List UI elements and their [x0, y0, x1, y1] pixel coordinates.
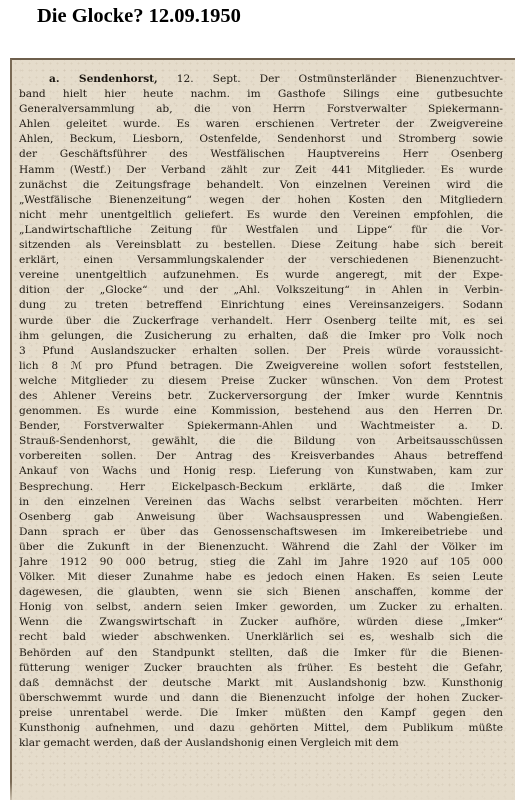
article-line: Bender, Forstverwalter Spiekermann-Ahlen und Wachtmeister a. D. [19, 420, 503, 433]
article-line: Völker. Mit dieser Zunahme habe es jedoch einen Haken. Es seien Leute [19, 571, 503, 584]
article-line: dagewesen, die glaubten, wenn sie sich Bienen anschaffen, komme der [19, 586, 503, 599]
article-line: der Geschäftsführer des Westfälischen Hauptvereins Herr Osenberg [19, 148, 503, 161]
article-line: nicht mehr unentgeltlich geliefert. Es wurde den Vereinen empfohlen, die [19, 208, 503, 221]
article-line: Hamm (Westf.) Der Verband zählt zur Zeit 441 Mitglieder. Es wurde [19, 163, 503, 176]
article-line: Wenn die Zwangswirtschaft in Zucker aufhöre, würden diese „Imker“ [19, 616, 503, 629]
article-line: klar gemacht werden, daß der Auslandshonig einen Vergleich mit dem [19, 737, 399, 750]
article-line: recht bald wieder abschwenken. Unerklärlich sei es, weshalb sich die [19, 631, 503, 644]
article-line: des Ahlener Vereins betr. Zuckerversorgung der Imker wurde Kenntnis [19, 389, 503, 402]
article-line: band hielt hier heute nachm. im Gasthofe Silings eine gutbesuchte [19, 88, 503, 101]
article-line: dung zu treten betreffend Einrichtung eines Vereinsanzeigers. Sodann [19, 299, 503, 312]
article-line: Der Ostmünsterländer Bienenzuchtver- [259, 73, 503, 85]
article-first-line [19, 72, 503, 87]
article-line: 3 Pfund Auslandszucker erhalten sollen. Der Preis würde voraussicht- [19, 344, 503, 357]
article-line: erklärt, einen Versammlungskalender der verschiedenen Bienenzucht- [19, 254, 503, 267]
article-line: in den einzelnen Vereinen das Wachs selbst verarbeiten möchten. Herr [19, 495, 503, 508]
article-line: genommen. Es wurde eine Kommission, bestehend aus den Herren Dr. [19, 405, 503, 418]
article-line: wurde über die Zuckerfrage verhandelt. Herr Osenberg teilte mit, es sei [19, 314, 503, 327]
article-line: vereine unentgeltlich aufzunehmen. Es wurde angeregt, mit der Expe- [19, 269, 503, 282]
header-bar [0, 0, 517, 58]
page-title: Die Glocke? 12.09.1950 [37, 5, 241, 27]
article-line: ihm gelungen, die Zusicherung zu erhalten, daß die Imker pro Volk noch [19, 329, 503, 342]
article-line: zunächst die Zeitungsfrage behandelt. Von einzelnen Vereinen wird die [19, 178, 503, 191]
article-date: 12. Sept. [176, 73, 241, 85]
article-line: Behörden auf den Standpunkt stellten, daß die Imker für die Bienen- [19, 646, 503, 659]
article-line: Honig von selbst, andern seien Imker geworden, um Zucker zu erhalten. [19, 601, 503, 614]
article-line: vorbereiten sollen. Der Antrag des Kreisverbandes Ahaus betreffend [19, 450, 503, 463]
article-line: Kunsthonig aufnehmen, und dazu gehörten Mittel, dem Publikum müßte [19, 722, 503, 735]
article-line: Ankauf von Wachs und Honig resp. Lieferung von Kunstwaben, kam zur [19, 465, 503, 478]
article-line: daß demnächst der deutsche Markt mit Auslandshonig bzw. Kunsthonig [19, 676, 503, 689]
article-line: dition der „Glocke“ und der „Ahl. Volkszeitung“ in Ahlen in Verbin- [19, 284, 503, 297]
article-line: über die Zukunft in der Bienenzucht. Während die Zahl der Völker im [19, 540, 503, 553]
article-line: Ahlen, Beckum, Liesborn, Ostenfelde, Sendenhorst und Stromberg sowie [19, 133, 503, 146]
article-line: Osenberg gab Anweisung über Wachsauspressen und Wabengießen. [19, 510, 503, 523]
article-byline: a. Sendenhorst, [49, 73, 158, 85]
article-line: Ahlen geleitet wurde. Es waren erschienen Vertreter der Zweigvereine [19, 118, 503, 131]
article-line: „Landwirtschaftliche Zeitung für Westfalen und Lippe“ für die Vor- [19, 223, 503, 236]
article-line: Strauß-Sendenhorst, gewählt, die die Bildung von Arbeitsausschüssen [19, 435, 503, 448]
article-line: „Westfälische Bienenzeitung“ wegen der hohen Kosten den Mitgliedern [19, 193, 503, 206]
article-body [19, 72, 503, 751]
article-line: Besprechung. Herr Eickelpasch-Beckum erklärte, daß die Imker [19, 480, 503, 493]
article-line: fütterung weniger Zucker brauchten als früher. Es besteht die Gefahr, [19, 661, 503, 674]
article-line: preise unrentabel werde. Die Imker müßten den Kampf gegen den [19, 706, 503, 719]
article-line: Jahre 1912 90 000 betrug, stieg die Zahl im Jahre 1920 auf 105 000 [19, 556, 503, 568]
article-line: Generalversammlung ab, die von Herrn Forstverwalter Spiekermann- [19, 103, 503, 116]
article-line: lich 8 ℳ pro Pfund betragen. Die Zweigvereine wollen sofort feststellen, [19, 359, 503, 372]
article-line: überschwemmt wurde und dann die Bienenzucht infolge der hohen Zucker- [19, 691, 503, 704]
article-line: welche Mitglieder zu diesem Preise Zucker wünschen. Von dem Protest [19, 374, 503, 387]
article-line: sitzenden als Vereinsblatt zu bestellen. Diese Zeitung habe sich bereit [19, 239, 503, 252]
article-line: Dann sprach er über das Genossenschaftswesen im Imkereibetriebe und [19, 525, 503, 538]
